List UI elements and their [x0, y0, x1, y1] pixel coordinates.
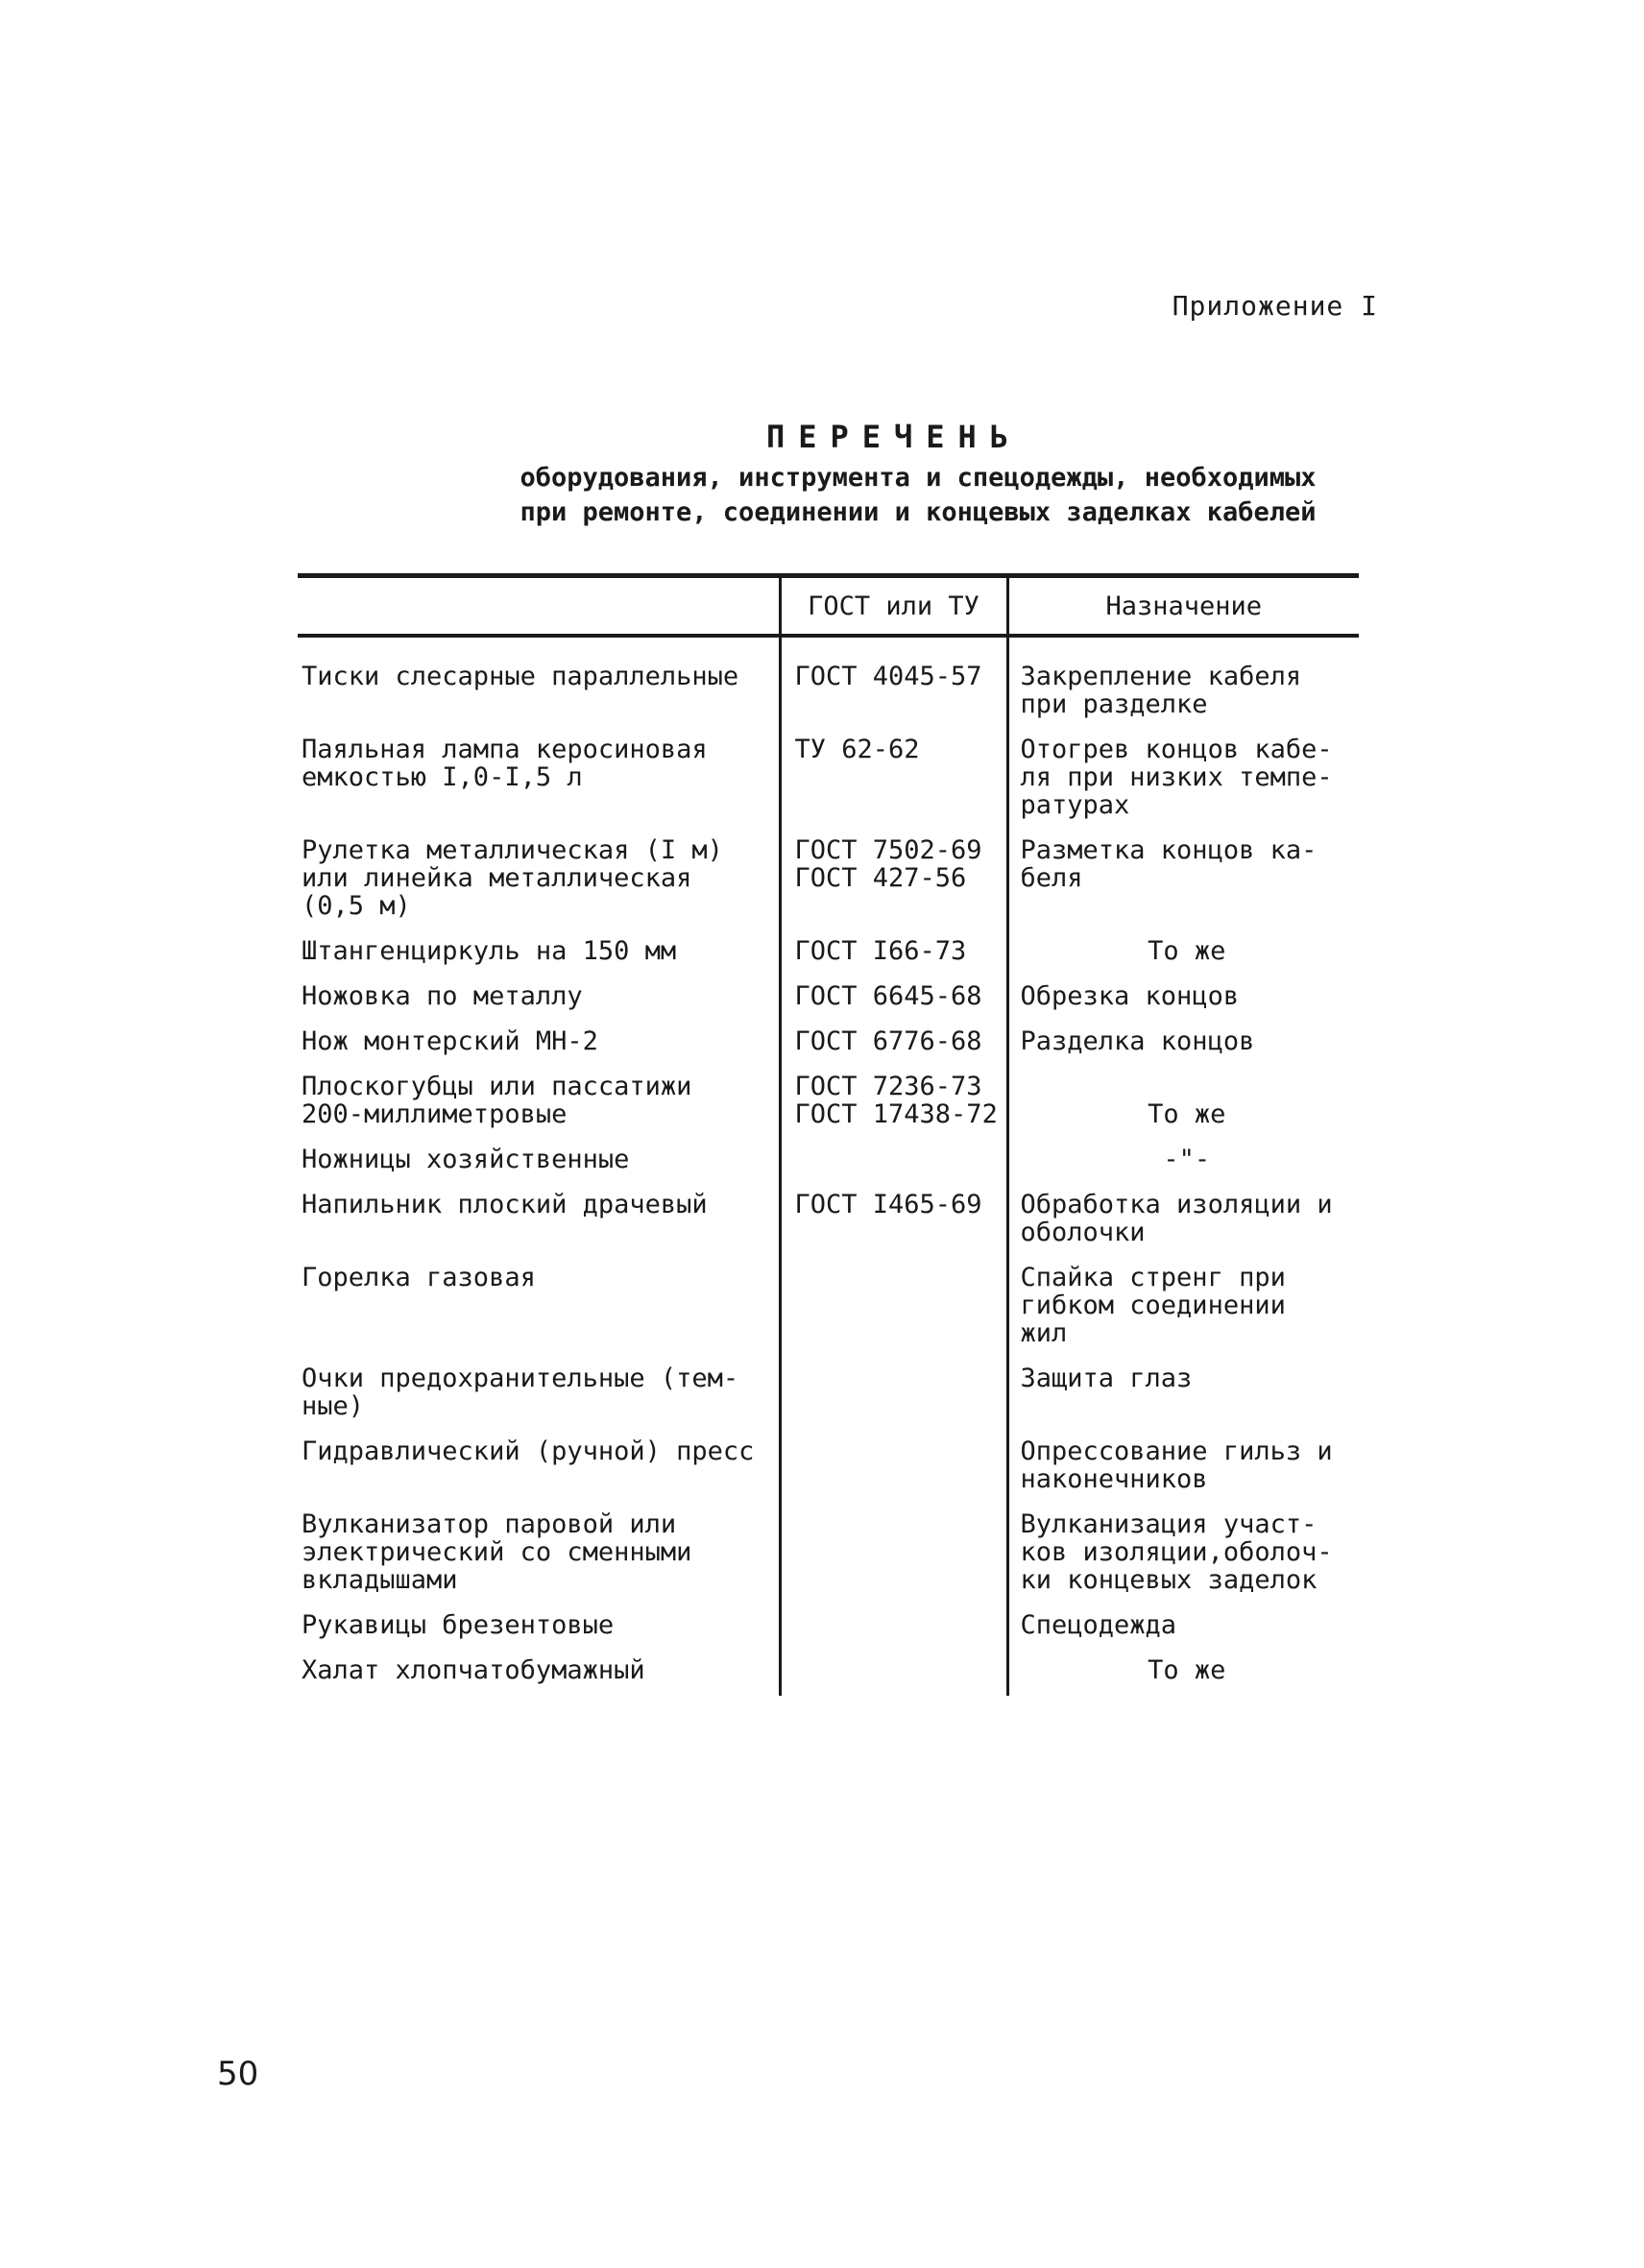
purpose-cell: Спайка стренг при гибком соединении жил: [1007, 1258, 1359, 1359]
item-name-cell: Гидравлический (ручной) пресс: [302, 1436, 755, 1466]
standard-cell: ТУ 62-62: [780, 730, 1007, 831]
column-header-purpose: Назначение: [1007, 576, 1359, 637]
table-row: [298, 1067, 1359, 1140]
table-row: [298, 730, 1359, 831]
purpose-cell: То же: [1007, 931, 1359, 977]
table-row: [298, 1605, 1359, 1651]
purpose-cell: Разметка концов ка- беля: [1007, 831, 1359, 931]
purpose-cell: Закрепление кабеля при разделке: [1007, 636, 1359, 730]
item-name-cell: Ножовка по металлу: [302, 981, 583, 1011]
purpose-cell: Разделка концов: [1007, 1022, 1359, 1067]
purpose-cell: Защита глаз: [1007, 1359, 1359, 1432]
appendix-label: Приложение I: [1172, 290, 1378, 322]
table-row: [298, 1185, 1359, 1258]
table-row: [298, 1022, 1359, 1067]
table-row: [298, 931, 1359, 977]
table-row: [298, 1258, 1359, 1359]
table-row: [298, 1359, 1359, 1432]
purpose-cell: -"-: [1007, 1140, 1359, 1185]
title-block: [0, 419, 1644, 530]
item-name-cell: Рукавицы брезентовые: [302, 1610, 615, 1640]
purpose-cell: Отогрев концов кабе- ля при низких темпе- ратурах: [1007, 730, 1359, 831]
item-name-cell: Ножницы хозяйственные: [302, 1145, 630, 1174]
page-number: 50: [217, 2055, 259, 2093]
purpose-cell: То же: [1007, 1067, 1359, 1140]
purpose-cell: Опрессование гильз и наконечников: [1007, 1432, 1359, 1505]
purpose-cell: Обработка изоляции и оболочки: [1007, 1185, 1359, 1258]
table-body: [298, 636, 1359, 1696]
standard-cell: [780, 1651, 1007, 1696]
standard-cell: ГОСТ 7236-73 ГОСТ 17438-72: [780, 1067, 1007, 1140]
item-name-cell: Горелка газовая: [302, 1263, 536, 1292]
item-name-cell: Нож монтерский МН-2: [302, 1026, 598, 1056]
standard-cell: ГОСТ 6776-68: [780, 1022, 1007, 1067]
table-row: [298, 1432, 1359, 1505]
standard-cell: ГОСТ 6645-68: [780, 977, 1007, 1022]
table-row: [298, 1651, 1359, 1696]
document-subtitle: [192, 461, 1644, 530]
column-header-standard: ГОСТ или ТУ: [780, 576, 1007, 637]
item-name-cell: Очки предохранительные (тем- ные): [302, 1363, 739, 1421]
table-header-row: [298, 576, 1359, 637]
document-title: ПЕРЕЧЕНЬ: [765, 419, 1023, 455]
subtitle-line-1: оборудования, инструмента и спецодежды, необходимых: [520, 463, 1317, 493]
standard-cell: [780, 1258, 1007, 1359]
standard-cell: ГОСТ 4045-57: [780, 636, 1007, 730]
item-name-cell: Халат хлопчатобумажный: [302, 1655, 645, 1685]
item-name-cell: Тиски слесарные параллельные: [302, 662, 739, 691]
equipment-table-wrapper: [298, 573, 1359, 1696]
purpose-cell: Вулканизация участ- ков изоляции,оболоч- ки концевых заделок: [1007, 1505, 1359, 1605]
standard-cell: [780, 1359, 1007, 1432]
standard-cell: [780, 1432, 1007, 1505]
purpose-cell: Спецодежда: [1007, 1605, 1359, 1651]
standard-cell: [780, 1140, 1007, 1185]
item-name-cell: Плоскогубцы или пассатижи 200-миллиметровые: [302, 1072, 692, 1129]
standard-cell: [780, 1605, 1007, 1651]
table-row: [298, 636, 1359, 730]
subtitle-line-2: при ремонте, соединении и концевых заделках кабелей: [520, 497, 1317, 527]
standard-cell: [780, 1505, 1007, 1605]
purpose-cell: Обрезка концов: [1007, 977, 1359, 1022]
column-header-name: [298, 576, 780, 637]
item-name-cell: Напильник плоский драчевый: [302, 1190, 708, 1219]
standard-cell: ГОСТ I465-69: [780, 1185, 1007, 1258]
equipment-table: [298, 573, 1359, 1696]
standard-cell: ГОСТ 7502-69 ГОСТ 427-56: [780, 831, 1007, 931]
table-row: [298, 1140, 1359, 1185]
item-name-cell: Штангенциркуль на 150 мм: [302, 936, 677, 966]
table-row: [298, 1505, 1359, 1605]
item-name-cell: Вулканизатор паровой или электрический со сменными вкладышами: [302, 1509, 692, 1595]
table-row: [298, 977, 1359, 1022]
item-name-cell: Паяльная лампа керосиновая емкостью I,0-I,5 л: [302, 735, 708, 792]
purpose-cell: То же: [1007, 1651, 1359, 1696]
standard-cell: ГОСТ I66-73: [780, 931, 1007, 977]
table-row: [298, 831, 1359, 931]
item-name-cell: Рулетка металлическая (I м) или линейка металлическая (0,5 м): [302, 835, 723, 921]
